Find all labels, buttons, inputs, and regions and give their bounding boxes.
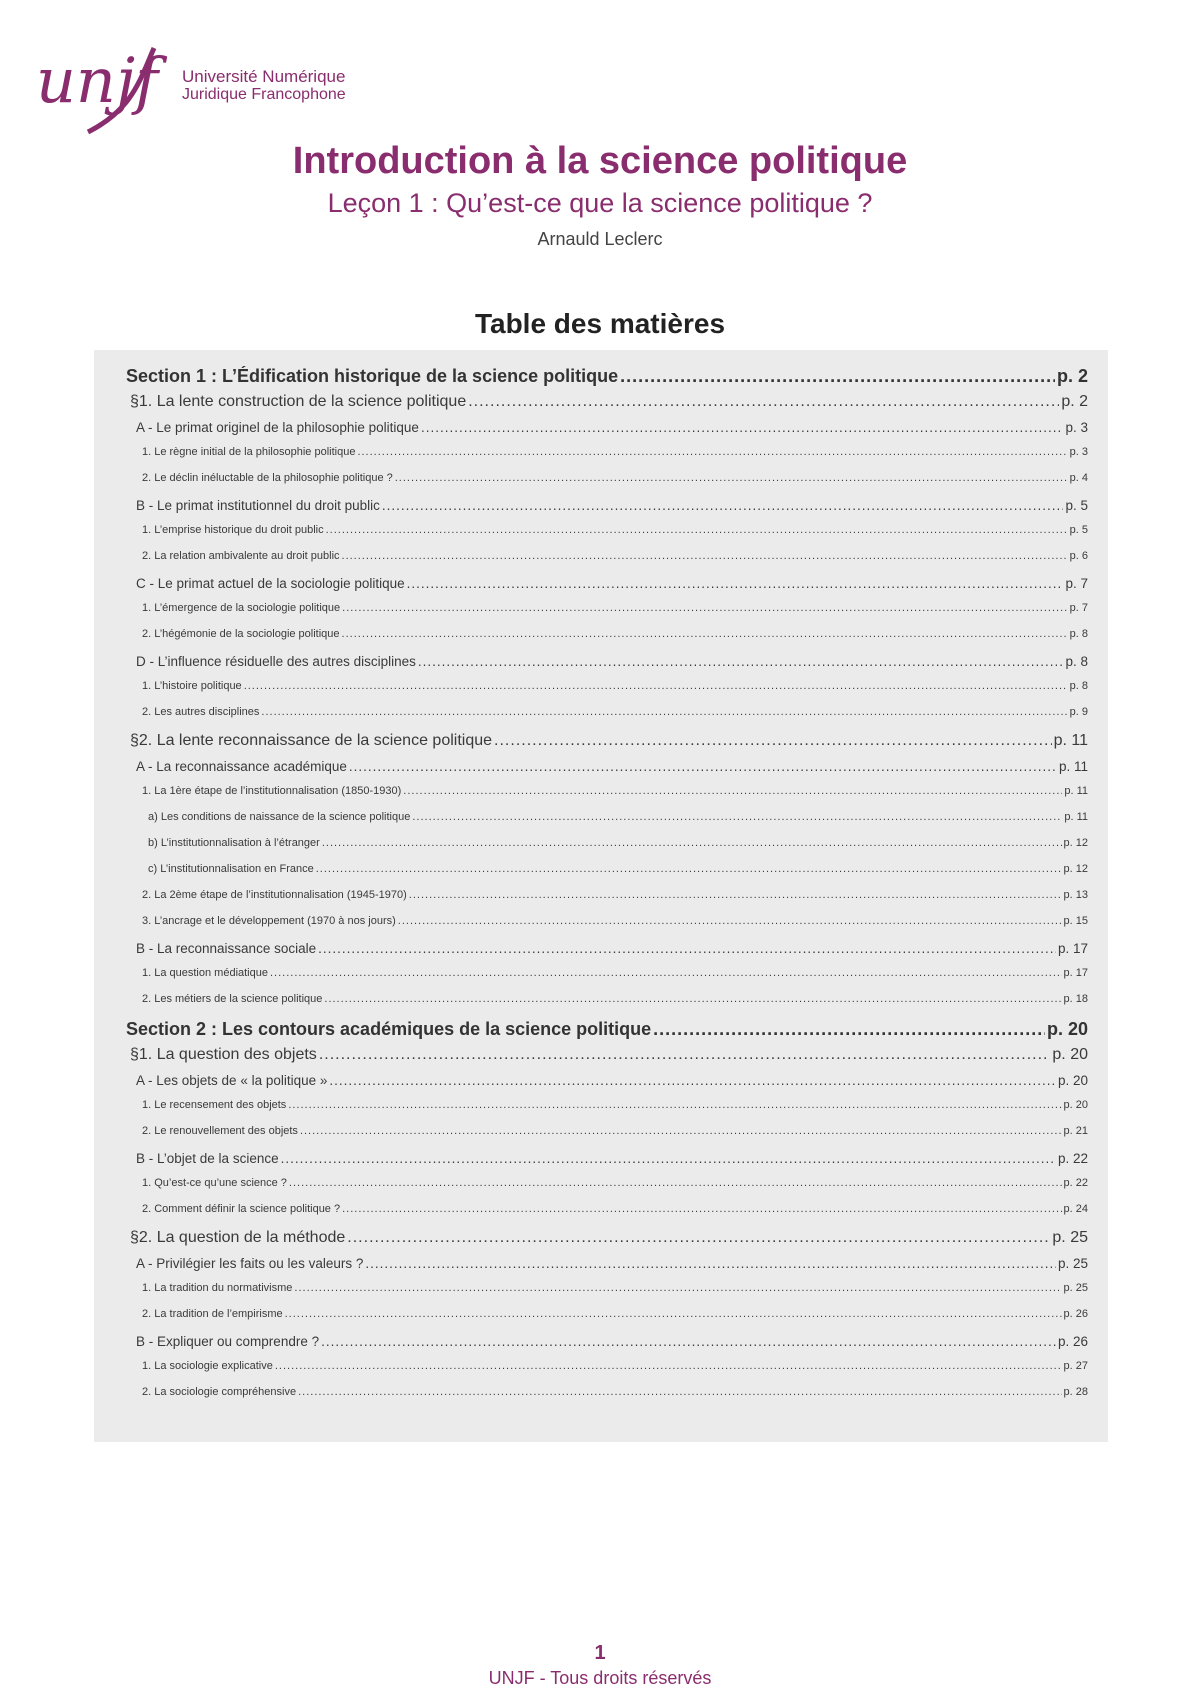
toc-leader-dots — [620, 366, 1055, 387]
toc-entry-page: p. 11 — [1058, 759, 1088, 774]
logo-text — [182, 68, 346, 104]
toc-entry-page: p. 2 — [1056, 366, 1088, 386]
toc-leader-dots — [324, 993, 1061, 1005]
document-author: Arnauld Leclerc — [537, 229, 663, 249]
toc-entry-page: p. 2 — [1061, 393, 1088, 410]
toc-leader-dots — [398, 915, 1062, 927]
toc-entry-page: p. 4 — [1069, 472, 1088, 484]
toc-entry[interactable] — [116, 1334, 1088, 1360]
toc-leader-dots — [244, 680, 1068, 692]
toc-entry-page: p. 26 — [1063, 1308, 1088, 1320]
toc-leader-dots — [342, 550, 1068, 562]
toc-leader-dots — [294, 1282, 1061, 1294]
toc-entry[interactable] — [116, 732, 1088, 759]
toc-entry-label: 2. L’hégémonie de la sociologie politique — [142, 628, 340, 640]
toc-entry-label: Section 2 : Les contours académiques de la science politique — [126, 1019, 652, 1039]
toc-entry-label: 2. Les métiers de la science politique — [142, 993, 323, 1005]
toc-entry-page: p. 8 — [1069, 628, 1088, 640]
document-subtitle: Leçon 1 : Qu’est-ce que la science politique ? — [327, 188, 873, 218]
toc-entry-page: p. 25 — [1057, 1256, 1088, 1271]
logo-text-line2: Juridique Francophone — [182, 86, 346, 103]
toc-entry-label: 2. Comment définir la science politique ? — [142, 1203, 341, 1215]
toc-entry-page: p. 5 — [1065, 498, 1088, 513]
toc-entry-label: C - Le primat actuel de la sociologie politique — [136, 576, 405, 591]
toc-entry[interactable] — [116, 1151, 1088, 1177]
toc-leader-dots — [270, 967, 1062, 979]
toc-leader-dots — [329, 1073, 1056, 1088]
toc-entry[interactable] — [116, 1073, 1088, 1099]
toc-entry-page: p. 13 — [1063, 889, 1088, 901]
toc-entry-label: B - La reconnaissance sociale — [136, 941, 317, 956]
toc-entry-label: §2. La lente reconnaissance de la science politique — [130, 732, 493, 749]
toc-entry[interactable] — [116, 1019, 1088, 1046]
toc-entry-page: p. 20 — [1063, 1099, 1088, 1111]
toc-entry-label: A - Le primat originel de la philosophie politique — [136, 420, 419, 435]
toc-entry[interactable] — [116, 1125, 1088, 1151]
toc-entry-label: 1. Le règne initial de la philosophie politique — [142, 446, 356, 458]
toc-entry-page: p. 17 — [1063, 967, 1088, 979]
toc-entry-label: 2. Les autres disciplines — [142, 706, 260, 718]
toc-entry-label: 2. Le déclin inéluctable de la philosophie politique ? — [142, 472, 393, 484]
toc-entry-page: p. 11 — [1064, 811, 1088, 823]
toc-entry-page: p. 6 — [1069, 550, 1088, 562]
toc-leader-dots — [418, 654, 1064, 669]
toc-entry-label: 1. Le recensement des objets — [142, 1099, 287, 1111]
document-title: Introduction à la science politique — [292, 140, 908, 182]
toc-entry-page: p. 5 — [1069, 524, 1088, 536]
toc-leader-dots — [326, 524, 1068, 536]
toc-entry-label: 1. La question médiatique — [142, 967, 268, 979]
toc-leader-dots — [412, 811, 1062, 823]
toc-entry-page: p. 21 — [1063, 1125, 1088, 1137]
toc-entry-label: B - L’objet de la science — [136, 1151, 279, 1166]
toc-entry-label: 2. La 2ème étape de l’institutionnalisation (1945-1970) — [142, 889, 407, 901]
toc-entry[interactable] — [116, 1099, 1088, 1125]
toc-entry[interactable] — [116, 941, 1088, 967]
toc-entry-label: §2. La question de la méthode — [130, 1229, 346, 1246]
toc-entry-page: p. 20 — [1046, 1019, 1088, 1039]
toc-leader-dots — [365, 1256, 1056, 1271]
toc-leader-dots — [322, 837, 1062, 849]
toc-entry-page: p. 25 — [1063, 1282, 1088, 1294]
toc-entry[interactable] — [116, 446, 1088, 472]
toc-leader-dots — [300, 1125, 1062, 1137]
toc-entry[interactable] — [116, 393, 1088, 420]
toc-entry-label: 1. La tradition du normativisme — [142, 1282, 293, 1294]
toc-entry[interactable] — [116, 366, 1088, 393]
toc-entry[interactable] — [116, 993, 1088, 1019]
toc-entry-label: A - Privilégier les faits ou les valeurs ? — [136, 1256, 364, 1271]
toc-entry-page: p. 7 — [1065, 576, 1088, 591]
toc-entry-page: p. 11 — [1053, 732, 1088, 749]
toc-leader-dots — [407, 576, 1064, 591]
toc-entry-label: A - Les objets de « la politique » — [136, 1073, 328, 1088]
toc-entry-label: 1. La sociologie explicative — [142, 1360, 273, 1372]
toc-leader-dots — [468, 393, 1059, 411]
toc-entry-page: p. 11 — [1064, 785, 1088, 797]
toc-entry[interactable] — [116, 602, 1088, 628]
toc-entry[interactable] — [116, 628, 1088, 654]
toc-entry[interactable] — [116, 785, 1088, 811]
toc-entry-page: p. 28 — [1063, 1386, 1088, 1398]
toc-entry-label: D - L’influence résiduelle des autres disciplines — [136, 654, 416, 669]
toc-leader-dots — [261, 706, 1067, 718]
toc-entry-page: p. 12 — [1063, 863, 1088, 875]
toc-entry-page: p. 20 — [1052, 1046, 1088, 1063]
toc-entry-page: p. 24 — [1063, 1203, 1088, 1215]
toc-leader-dots — [298, 1386, 1061, 1398]
toc-entry-page: p. 18 — [1063, 993, 1088, 1005]
toc-entry-label: A - La reconnaissance académique — [136, 759, 347, 774]
toc-entry[interactable] — [116, 811, 1088, 837]
toc-leader-dots — [281, 1151, 1056, 1166]
toc-leader-dots — [275, 1360, 1062, 1372]
toc-entry[interactable] — [116, 524, 1088, 550]
toc-entry-label: 2. Le renouvellement des objets — [142, 1125, 298, 1137]
toc-leader-dots — [409, 889, 1062, 901]
toc-leader-dots — [653, 1019, 1045, 1040]
toc-leader-dots — [285, 1308, 1062, 1320]
toc-heading: Table des matières — [474, 308, 726, 339]
toc-entry-label: §1. La lente construction de la science politique — [130, 393, 467, 410]
toc-entry-page: p. 15 — [1063, 915, 1088, 927]
toc-leader-dots — [357, 446, 1067, 458]
toc-leader-dots — [321, 1334, 1056, 1349]
toc-entry[interactable] — [116, 706, 1088, 732]
toc-leader-dots — [342, 628, 1068, 640]
toc-leader-dots — [382, 498, 1064, 513]
toc-entry-page: p. 26 — [1057, 1334, 1088, 1349]
toc-entry[interactable] — [116, 1282, 1088, 1308]
toc-entry[interactable] — [116, 1203, 1088, 1229]
toc-entry-label: 2. La tradition de l’empirisme — [142, 1308, 283, 1320]
toc-entry[interactable] — [116, 472, 1088, 498]
toc-entry[interactable] — [116, 550, 1088, 576]
toc-entry-label: b) L’institutionnalisation à l’étranger — [148, 837, 320, 849]
toc-entry[interactable] — [116, 654, 1088, 680]
toc-entry-page: p. 12 — [1063, 837, 1088, 849]
toc-entry[interactable] — [116, 967, 1088, 993]
toc-entry-page: p. 22 — [1057, 1151, 1088, 1166]
toc-entry-page: p. 27 — [1063, 1360, 1088, 1372]
toc-entry-page: p. 8 — [1065, 654, 1088, 669]
table-of-contents — [116, 366, 1088, 1412]
toc-leader-dots — [318, 941, 1056, 956]
toc-entry[interactable] — [116, 1256, 1088, 1282]
toc-entry-label: c) L’institutionnalisation en France — [148, 863, 314, 875]
toc-entry[interactable] — [116, 837, 1088, 863]
page-number: 1 — [594, 1642, 606, 1664]
toc-entry-label: 2. La relation ambivalente au droit public — [142, 550, 340, 562]
logo-text-line1: Université Numérique — [182, 67, 346, 86]
toc-entry[interactable] — [116, 915, 1088, 941]
toc-entry-label: 2. La sociologie compréhensive — [142, 1386, 297, 1398]
toc-entry[interactable] — [116, 759, 1088, 785]
toc-entry[interactable] — [116, 420, 1088, 446]
toc-entry-label: a) Les conditions de naissance de la science politique — [148, 811, 411, 823]
toc-entry[interactable] — [116, 1177, 1088, 1203]
toc-entry-label: 1. La 1ère étape de l’institutionnalisation (1850-1930) — [142, 785, 402, 797]
toc-entry-page: p. 22 — [1063, 1177, 1088, 1189]
toc-entry-page: p. 9 — [1069, 706, 1088, 718]
toc-entry-label: B - Le primat institutionnel du droit public — [136, 498, 380, 513]
toc-entry-page: p. 8 — [1069, 680, 1088, 692]
toc-leader-dots — [403, 785, 1062, 797]
toc-entry[interactable] — [116, 1229, 1088, 1256]
toc-entry-label: 1. Qu’est-ce qu’une science ? — [142, 1177, 287, 1189]
footer-copyright: UNJF - Tous droits réservés — [488, 1668, 712, 1688]
toc-entry[interactable] — [116, 863, 1088, 889]
toc-entry-page: p. 3 — [1069, 446, 1088, 458]
toc-entry[interactable] — [116, 889, 1088, 915]
toc-entry-label: 1. L’emprise historique du droit public — [142, 524, 324, 536]
toc-entry[interactable] — [116, 680, 1088, 706]
toc-leader-dots — [289, 1177, 1062, 1189]
toc-leader-dots — [288, 1099, 1061, 1111]
toc-leader-dots — [494, 732, 1052, 750]
toc-entry-page: p. 3 — [1065, 420, 1088, 435]
toc-entry-page: p. 7 — [1069, 602, 1088, 614]
toc-leader-dots — [349, 759, 1057, 774]
toc-entry[interactable] — [116, 498, 1088, 524]
toc-leader-dots — [316, 863, 1062, 875]
toc-entry-label: Section 1 : L’Édification historique de la science politique — [126, 366, 619, 386]
toc-leader-dots — [395, 472, 1068, 484]
toc-entry[interactable] — [116, 1386, 1088, 1412]
toc-leader-dots — [421, 420, 1064, 435]
toc-entry-label: 1. L’émergence de la sociologie politique — [142, 602, 341, 614]
toc-leader-dots — [347, 1229, 1050, 1247]
toc-entry-label: §1. La question des objets — [130, 1046, 317, 1063]
toc-entry-label: B - Expliquer ou comprendre ? — [136, 1334, 320, 1349]
unjf-logo-mark-icon — [36, 40, 196, 150]
toc-entry[interactable] — [116, 1360, 1088, 1386]
toc-entry[interactable] — [116, 1308, 1088, 1334]
svg-text:unjf: unjf — [36, 44, 159, 117]
toc-leader-dots — [342, 602, 1068, 614]
toc-entry[interactable] — [116, 576, 1088, 602]
toc-entry-page: p. 20 — [1057, 1073, 1088, 1088]
toc-leader-dots — [342, 1203, 1061, 1215]
toc-entry-label: 1. L’histoire politique — [142, 680, 242, 692]
toc-entry-page: p. 25 — [1052, 1229, 1088, 1246]
toc-leader-dots — [319, 1046, 1051, 1064]
toc-entry-page: p. 17 — [1057, 941, 1088, 956]
toc-entry[interactable] — [116, 1046, 1088, 1073]
toc-entry-label: 3. L’ancrage et le développement (1970 à nos jours) — [142, 915, 396, 927]
